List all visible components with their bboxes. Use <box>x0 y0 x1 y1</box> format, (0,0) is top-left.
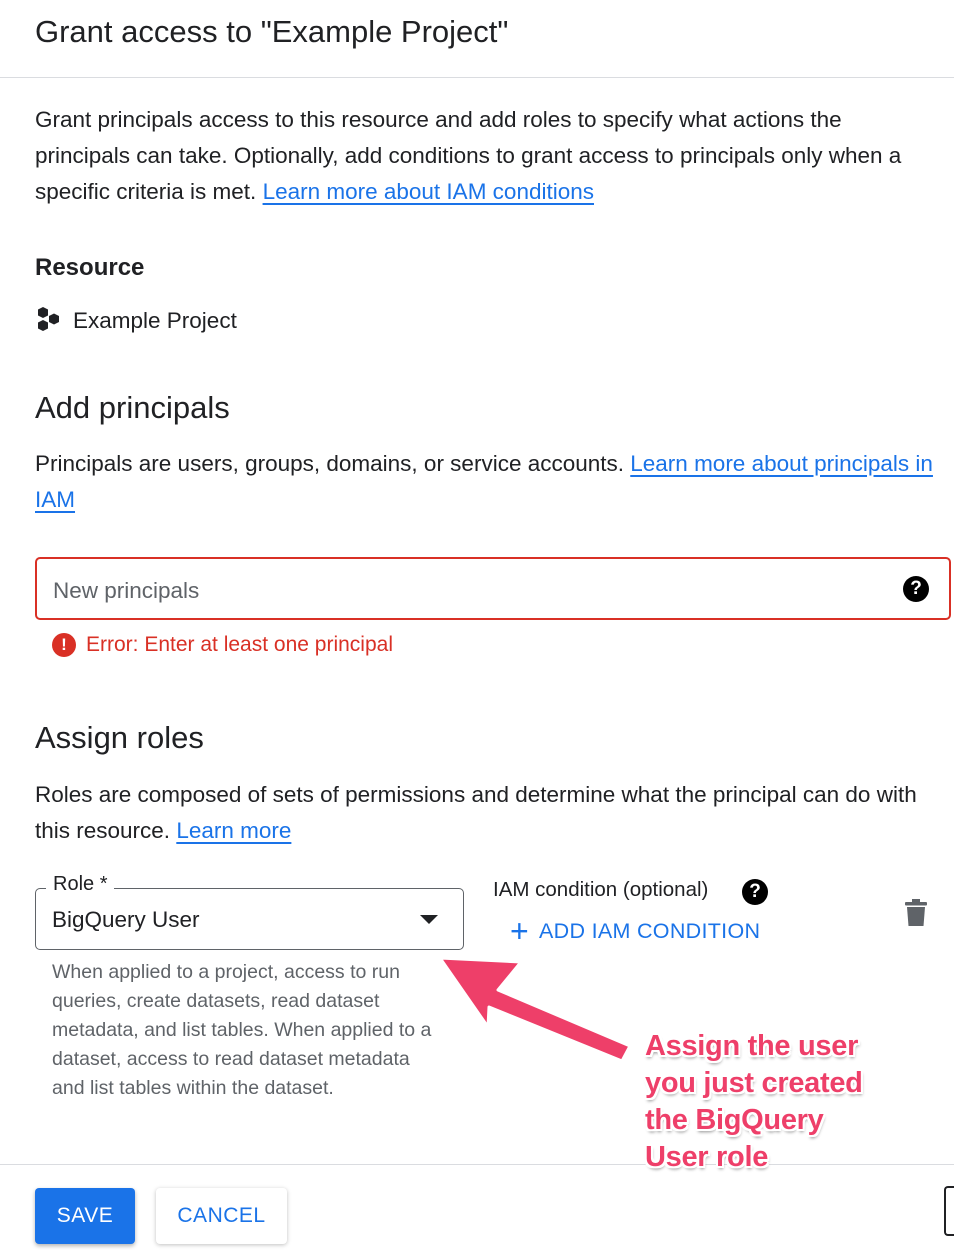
principals-error-text: Error: Enter at least one principal <box>86 633 393 656</box>
iam-conditions-link[interactable]: Learn more about IAM conditions <box>262 179 594 204</box>
plus-icon: + <box>510 913 529 949</box>
roles-description-text: Roles are composed of sets of permissions and determine what the principal can do with this resource. <box>35 782 917 843</box>
annotation-text <box>645 1028 863 1176</box>
resource-heading: Resource <box>35 254 145 281</box>
help-icon[interactable]: ? <box>903 576 929 602</box>
principals-description-text: Principals are users, groups, domains, or service accounts. <box>35 451 631 476</box>
dialog-title: Grant access to "Example Project" <box>35 14 509 49</box>
principals-learn-more-link[interactable]: Learn more about principals in IAM <box>35 451 933 512</box>
error-icon: ! <box>52 633 76 657</box>
resource-name: Example Project <box>73 308 237 333</box>
save-label: SAVE <box>56 1204 114 1227</box>
role-description: When applied to a project, access to run queries, create datasets, read dataset metadata, and list tables. When applied to a dataset, access to read dataset metadata and list tables within the dataset. <box>52 961 432 1099</box>
annotation-line: User role <box>645 1141 769 1173</box>
annotation-line: you just created <box>645 1067 863 1099</box>
roles-learn-more-link[interactable]: Learn more <box>176 818 292 843</box>
add-iam-condition-label: ADD IAM CONDITION <box>539 918 761 943</box>
annotation-line: the BigQuery <box>645 1104 824 1136</box>
new-principals-placeholder: New principals <box>53 578 200 603</box>
assign-roles-heading: Assign roles <box>35 720 204 755</box>
annotation-line: Assign the user <box>645 1030 859 1062</box>
intro-text: Grant principals access to this resource and add roles to specify what actions the principals can take. Optionally, add conditions to grant access to principals only when a specific criteria is met. <box>35 107 902 204</box>
role-field-label: Role * <box>46 873 114 896</box>
cancel-label: CANCEL <box>177 1204 266 1227</box>
add-principals-heading: Add principals <box>35 390 230 425</box>
iam-condition-label-text: IAM condition (optional) <box>493 878 709 901</box>
role-value: BigQuery User <box>52 907 200 932</box>
iam-condition-help-icon[interactable]: ? <box>742 879 768 905</box>
